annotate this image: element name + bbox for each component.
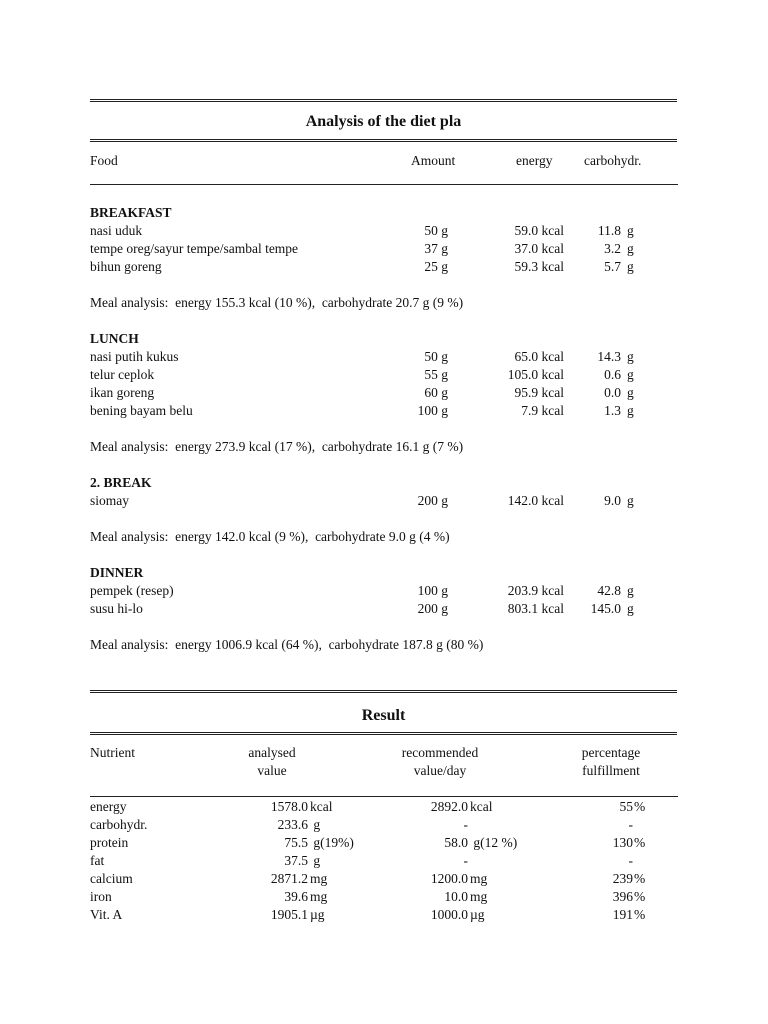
food-carb-unit: g: [627, 583, 634, 598]
food-carb-unit: g: [627, 403, 634, 418]
analysed-value: 75.5: [284, 835, 308, 850]
recommended-unit: µg: [470, 907, 485, 922]
recommended-value: 1200.0: [430, 871, 468, 886]
analysed-unit: g: [310, 853, 321, 868]
result-title-double-rule: [90, 732, 677, 735]
food-carb-unit: g: [627, 259, 634, 274]
analysed-unit: mg: [310, 871, 328, 886]
recommended-unit: kcal: [470, 799, 493, 814]
food-carb-unit: g: [627, 493, 634, 508]
food-row: [0, 366, 768, 384]
header-rule: [90, 184, 678, 185]
food-energy: 95.9 kcal: [514, 385, 564, 400]
food-amount: 50 g: [424, 349, 448, 364]
nutrient-name: protein: [90, 835, 129, 850]
percentage-value: -: [628, 817, 633, 832]
food-name: bening bayam belu: [90, 403, 193, 418]
food-row: [0, 240, 768, 258]
food-name: nasi uduk: [90, 223, 143, 238]
recommended-unit: mg: [470, 889, 488, 904]
food-row: [0, 384, 768, 402]
food-row: [0, 222, 768, 240]
analysis-header-row: [0, 152, 768, 170]
food-amount: 200 g: [417, 601, 448, 616]
top-double-rule: [90, 99, 677, 102]
food-energy: 7.9 kcal: [521, 403, 564, 418]
header-analysed-1: analysed: [248, 745, 296, 760]
nutrient-row: [0, 870, 768, 888]
percentage-value: -: [628, 853, 633, 868]
food-carb-unit: g: [627, 223, 634, 238]
food-name: susu hi-lo: [90, 601, 143, 616]
nutrient-row: [0, 888, 768, 906]
nutrient-name: energy: [90, 799, 127, 814]
nutrient-name: Vit. A: [90, 907, 123, 922]
food-name: tempe oreg/sayur tempe/sambal tempe: [90, 241, 299, 256]
food-carb: 5.7: [604, 259, 621, 274]
food-energy: 65.0 kcal: [514, 349, 564, 364]
nutrient-row: [0, 798, 768, 816]
header-percentage-2: fulfillment: [582, 763, 640, 778]
food-carb: 0.6: [604, 367, 621, 382]
food-name: nasi putih kukus: [90, 349, 179, 364]
food-energy: 203.9 kcal: [507, 583, 564, 598]
percentage-value: 191: [612, 907, 633, 922]
analysed-value: 37.5: [284, 853, 308, 868]
food-carb: 9.0: [604, 493, 621, 508]
food-row: [0, 582, 768, 600]
food-amount: 37 g: [424, 241, 448, 256]
food-carb: 1.3: [604, 403, 621, 418]
food-energy: 59.0 kcal: [514, 223, 564, 238]
food-carb-unit: g: [627, 367, 634, 382]
food-energy: 803.1 kcal: [507, 601, 564, 616]
analysed-value: 1905.1: [270, 907, 308, 922]
food-amount: 100 g: [417, 583, 448, 598]
food-energy: 59.3 kcal: [514, 259, 564, 274]
nutrient-row: [0, 852, 768, 870]
percentage-unit: %: [634, 799, 646, 814]
food-row: [0, 492, 768, 510]
result-top-double-rule: [90, 690, 677, 693]
header-percentage-1: percentage: [581, 745, 641, 760]
food-energy: 37.0 kcal: [514, 241, 564, 256]
analysed-unit: mg: [310, 889, 328, 904]
nutrient-row: [0, 906, 768, 924]
analysed-unit: µg: [310, 907, 325, 922]
recommended-value: 58.0: [444, 835, 468, 850]
percentage-unit: %: [634, 907, 646, 922]
analysed-unit: kcal: [310, 799, 333, 814]
nutrient-row: [0, 834, 768, 852]
header-recommended-2: value/day: [413, 763, 467, 778]
food-name: ikan goreng: [90, 385, 155, 400]
meal-heading: LUNCH: [90, 331, 139, 346]
meal-analysis-summary: Meal analysis: energy 1006.9 kcal (64 %), carbohydrate 187.8 g (80 %): [90, 637, 484, 652]
percentage-value: 396: [612, 889, 633, 904]
recommended-value: 2892.0: [430, 799, 468, 814]
food-carb: 0.0: [604, 385, 621, 400]
analysis-title: Analysis of the diet pla: [305, 113, 462, 130]
header-recommended-1: recommended: [401, 745, 479, 760]
header-nutrient: Nutrient: [90, 745, 135, 760]
header-carbohydr: carbohydr.: [584, 153, 642, 168]
analysed-unit: g: [310, 817, 321, 832]
meal-heading: DINNER: [90, 565, 144, 580]
analysed-value: 39.6: [284, 889, 308, 904]
percentage-unit: %: [634, 871, 646, 886]
food-carb-unit: g: [627, 385, 634, 400]
recommended-value: -: [463, 817, 468, 832]
analysed-unit: g(19%): [310, 835, 354, 850]
recommended-value: 1000.0: [430, 907, 468, 922]
analysed-value: 2871.2: [270, 871, 308, 886]
header-energy: energy: [516, 153, 553, 168]
food-amount: 25 g: [424, 259, 448, 274]
meal-heading: BREAKFAST: [90, 205, 172, 220]
result-title: Result: [361, 707, 406, 724]
recommended-unit: mg: [470, 871, 488, 886]
food-carb-unit: g: [627, 241, 634, 256]
food-row: [0, 258, 768, 276]
food-carb: 14.3: [597, 349, 621, 364]
food-amount: 55 g: [424, 367, 448, 382]
recommended-value: -: [463, 853, 468, 868]
nutrient-row: [0, 816, 768, 834]
food-energy: 142.0 kcal: [507, 493, 564, 508]
percentage-unit: %: [634, 889, 646, 904]
food-carb-unit: g: [627, 601, 634, 616]
food-amount: 60 g: [424, 385, 448, 400]
analysed-value: 1578.0: [270, 799, 308, 814]
food-carb: 145.0: [590, 601, 621, 616]
meal-heading: 2. BREAK: [90, 475, 152, 490]
percentage-unit: %: [634, 835, 646, 850]
title-double-rule: [90, 139, 677, 142]
header-analysed-2: value: [257, 763, 287, 778]
food-name: siomay: [90, 493, 129, 508]
header-food: Food: [90, 153, 118, 168]
meal-analysis-summary: Meal analysis: energy 155.3 kcal (10 %), carbohydrate 20.7 g (9 %): [90, 295, 464, 310]
nutrient-name: iron: [90, 889, 112, 904]
food-row: [0, 402, 768, 420]
food-row: [0, 348, 768, 366]
analysed-value: 233.6: [277, 817, 308, 832]
recommended-value: 10.0: [444, 889, 468, 904]
header-amount: Amount: [411, 153, 456, 168]
nutrient-name: carbohydr.: [90, 817, 148, 832]
result-header-rule: [90, 796, 678, 797]
food-energy: 105.0 kcal: [507, 367, 564, 382]
percentage-value: 55: [619, 799, 633, 814]
nutrient-name: calcium: [90, 871, 133, 886]
food-carb-unit: g: [627, 349, 634, 364]
meal-analysis-summary: Meal analysis: energy 273.9 kcal (17 %), carbohydrate 16.1 g (7 %): [90, 439, 464, 454]
food-row: [0, 600, 768, 618]
food-name: pempek (resep): [90, 583, 174, 598]
recommended-unit: g(12 %): [470, 835, 518, 850]
food-name: telur ceplok: [90, 367, 155, 382]
food-carb: 11.8: [597, 223, 621, 238]
food-amount: 100 g: [417, 403, 448, 418]
food-carb: 42.8: [597, 583, 621, 598]
percentage-value: 239: [612, 871, 633, 886]
nutrient-name: fat: [90, 853, 105, 868]
food-amount: 200 g: [417, 493, 448, 508]
food-carb: 3.2: [604, 241, 621, 256]
food-amount: 50 g: [424, 223, 448, 238]
meal-analysis-summary: Meal analysis: energy 142.0 kcal (9 %), carbohydrate 9.0 g (4 %): [90, 529, 450, 544]
food-name: bihun goreng: [90, 259, 162, 274]
percentage-value: 130: [612, 835, 633, 850]
